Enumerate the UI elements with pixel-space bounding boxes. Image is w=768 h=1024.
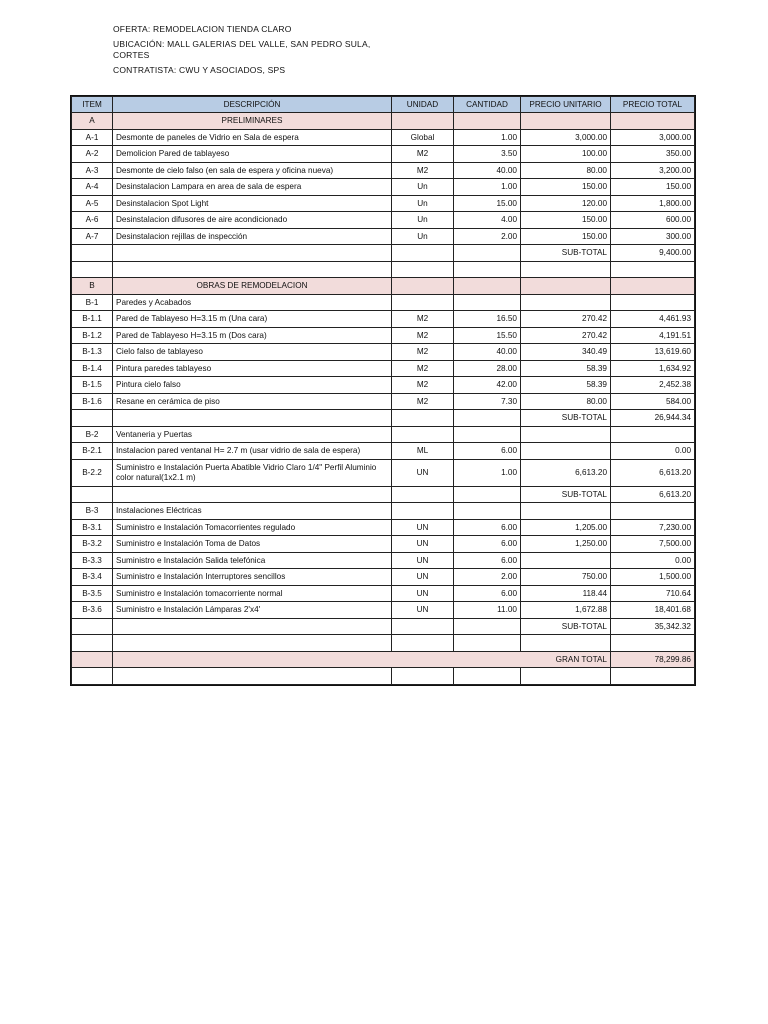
cell-empty bbox=[521, 668, 611, 685]
col-header-description: DESCRIPCIÓN bbox=[113, 97, 392, 113]
cell-total bbox=[611, 503, 695, 520]
table-row bbox=[72, 585, 695, 602]
cell-description: Desinstalacion Spot Light bbox=[113, 195, 392, 212]
cell-description: Pared de Tablayeso H=3.15 m (Dos cara) bbox=[113, 327, 392, 344]
cell-unit-price bbox=[521, 294, 611, 311]
table-row bbox=[72, 377, 695, 394]
cell-unit bbox=[392, 294, 454, 311]
table-row bbox=[72, 212, 695, 229]
table-row bbox=[72, 602, 695, 619]
contractor-line: CONTRATISTA: CWU Y ASOCIADOS, SPS bbox=[113, 65, 286, 75]
cell-item: A-4 bbox=[72, 179, 113, 196]
cell-description: Ventaneria y Puertas bbox=[113, 426, 392, 443]
grand-total-row bbox=[72, 651, 695, 668]
cell-total: 1,500.00 bbox=[611, 569, 695, 586]
cell-unit: M2 bbox=[392, 311, 454, 328]
cell-quantity: 1.00 bbox=[454, 129, 521, 146]
cell-description: Suministro e Instalación Interruptores sencillos bbox=[113, 569, 392, 586]
cell-quantity bbox=[454, 486, 521, 503]
cell-quantity: 1.00 bbox=[454, 459, 521, 486]
cell-item: A-6 bbox=[72, 212, 113, 229]
cell-unit-price bbox=[521, 503, 611, 520]
cell-description: Suministro e Instalación Salida telefónica bbox=[113, 552, 392, 569]
cell-total: 4,461.93 bbox=[611, 311, 695, 328]
cell-empty bbox=[454, 635, 521, 652]
cell-item: B-3.4 bbox=[72, 569, 113, 586]
cell-unit-price: 270.42 bbox=[521, 311, 611, 328]
cell-unit-price: 80.00 bbox=[521, 162, 611, 179]
cell-unit-price: 100.00 bbox=[521, 146, 611, 163]
blank-row bbox=[72, 668, 695, 685]
subtotal-row bbox=[72, 410, 695, 427]
cell-quantity bbox=[454, 294, 521, 311]
table-row bbox=[72, 179, 695, 196]
cell-unit-price: 750.00 bbox=[521, 569, 611, 586]
table-row bbox=[72, 536, 695, 553]
cell-total: 0.00 bbox=[611, 552, 695, 569]
cell-total: 18,401.68 bbox=[611, 602, 695, 619]
cell-quantity: 15.50 bbox=[454, 327, 521, 344]
table-row bbox=[72, 393, 695, 410]
cell-unit-price bbox=[521, 426, 611, 443]
cell-description: Paredes y Acabados bbox=[113, 294, 392, 311]
cell-unit: M2 bbox=[392, 344, 454, 361]
section-row bbox=[72, 113, 695, 130]
cell-quantity: 11.00 bbox=[454, 602, 521, 619]
cell-item: B bbox=[72, 278, 113, 295]
col-header-total-price: PRECIO TOTAL bbox=[611, 97, 695, 113]
table-row bbox=[72, 519, 695, 536]
cell-item: B-1.5 bbox=[72, 377, 113, 394]
cell-unit: UN bbox=[392, 536, 454, 553]
cell-total: 584.00 bbox=[611, 393, 695, 410]
cell-description bbox=[113, 618, 392, 635]
cell-unit bbox=[392, 278, 454, 295]
cell-description: Demolicion Pared de tablayeso bbox=[113, 146, 392, 163]
cell-item: B-3.5 bbox=[72, 585, 113, 602]
cell-quantity bbox=[454, 410, 521, 427]
cell-description: Desmonte de cielo falso (en sala de espera y oficina nueva) bbox=[113, 162, 392, 179]
cell-unit-price: 1,205.00 bbox=[521, 519, 611, 536]
table-row bbox=[72, 360, 695, 377]
subtotal-row bbox=[72, 486, 695, 503]
table-row bbox=[72, 311, 695, 328]
cell-empty bbox=[611, 668, 695, 685]
col-header-unit: UNIDAD bbox=[392, 97, 454, 113]
table-row bbox=[72, 327, 695, 344]
table-row bbox=[72, 228, 695, 245]
cell-empty bbox=[611, 635, 695, 652]
cell-description: Instalaciones Eléctricas bbox=[113, 503, 392, 520]
cell-description: Suministro e Instalación Lámparas 2'x4' bbox=[113, 602, 392, 619]
subtotal-label: SUB-TOTAL bbox=[521, 410, 611, 427]
cell-empty bbox=[521, 635, 611, 652]
cell-section-title: OBRAS DE REMODELACION bbox=[113, 278, 392, 295]
cell-description: Suministro e Instalación Toma de Datos bbox=[113, 536, 392, 553]
cell-total: 2,452.38 bbox=[611, 377, 695, 394]
cell-item: A-3 bbox=[72, 162, 113, 179]
cell-quantity: 2.00 bbox=[454, 228, 521, 245]
cell-quantity: 2.00 bbox=[454, 569, 521, 586]
cell-item: B-1.2 bbox=[72, 327, 113, 344]
table-row bbox=[72, 146, 695, 163]
table-row bbox=[72, 552, 695, 569]
cell-item bbox=[72, 245, 113, 262]
subtotal-value: 26,944.34 bbox=[611, 410, 695, 427]
cell-unit-price: 58.39 bbox=[521, 377, 611, 394]
cell-total bbox=[611, 113, 695, 130]
cell-unit: UN bbox=[392, 459, 454, 486]
cell-empty bbox=[521, 261, 611, 278]
subtotal-value: 35,342.32 bbox=[611, 618, 695, 635]
subtotal-value: 6,613.20 bbox=[611, 486, 695, 503]
cell-description: Desinstalacion rejillas de inspección bbox=[113, 228, 392, 245]
cell-quantity bbox=[454, 113, 521, 130]
table-row bbox=[72, 195, 695, 212]
cell-quantity: 28.00 bbox=[454, 360, 521, 377]
cell-unit-price: 80.00 bbox=[521, 393, 611, 410]
document-header bbox=[113, 24, 378, 80]
cell-empty bbox=[113, 668, 392, 685]
cell-item bbox=[72, 618, 113, 635]
cell-unit: Un bbox=[392, 228, 454, 245]
offer-title: OFERTA: REMODELACION TIENDA CLARO bbox=[113, 24, 292, 34]
grand-total-value: 78,299.86 bbox=[611, 651, 695, 668]
cell-description: Pintura cielo falso bbox=[113, 377, 392, 394]
section-row bbox=[72, 278, 695, 295]
cell-empty bbox=[72, 635, 113, 652]
cell-quantity: 40.00 bbox=[454, 162, 521, 179]
cell-total: 600.00 bbox=[611, 212, 695, 229]
cell-unit-price: 150.00 bbox=[521, 179, 611, 196]
cell-unit-price: 150.00 bbox=[521, 212, 611, 229]
cell-unit-price: 6,613.20 bbox=[521, 459, 611, 486]
cell-unit: Un bbox=[392, 179, 454, 196]
cell-empty bbox=[113, 635, 392, 652]
table-row bbox=[72, 426, 695, 443]
cell-item: B-3.2 bbox=[72, 536, 113, 553]
cell-section-title: PRELIMINARES bbox=[113, 113, 392, 130]
cell-item: B-2.2 bbox=[72, 459, 113, 486]
cell-total: 1,634.92 bbox=[611, 360, 695, 377]
cell-description: Desinstalacion difusores de aire acondicionado bbox=[113, 212, 392, 229]
cell-item: B-1 bbox=[72, 294, 113, 311]
cell-total: 3,000.00 bbox=[611, 129, 695, 146]
cell-item: B-3.3 bbox=[72, 552, 113, 569]
cell-description: Suministro e Instalación Puerta Abatible Vidrio Claro 1/4" Perfil Aluminio color natural(1x2.1 m) bbox=[113, 459, 392, 486]
cell-empty bbox=[611, 261, 695, 278]
cell-unit: UN bbox=[392, 519, 454, 536]
location-line: UBICACIÓN: MALL GALERIAS DEL VALLE, SAN PEDRO SULA, CORTES bbox=[113, 39, 371, 60]
cell-unit bbox=[392, 618, 454, 635]
cell-item: B-2 bbox=[72, 426, 113, 443]
cell-quantity: 40.00 bbox=[454, 344, 521, 361]
cell-unit: Un bbox=[392, 212, 454, 229]
cell-unit: M2 bbox=[392, 146, 454, 163]
cell-quantity: 15.00 bbox=[454, 195, 521, 212]
cell-unit bbox=[392, 486, 454, 503]
col-header-item: ITEM bbox=[72, 97, 113, 113]
cell-unit-price: 340.49 bbox=[521, 344, 611, 361]
subtotal-label: SUB-TOTAL bbox=[521, 245, 611, 262]
grand-total-label: GRAN TOTAL bbox=[113, 651, 611, 668]
cell-item: B-3 bbox=[72, 503, 113, 520]
table-row bbox=[72, 459, 695, 486]
cell-unit-price: 270.42 bbox=[521, 327, 611, 344]
cell-unit-price bbox=[521, 278, 611, 295]
cell-quantity: 6.00 bbox=[454, 519, 521, 536]
cell-quantity: 6.00 bbox=[454, 443, 521, 460]
cell-quantity: 6.00 bbox=[454, 536, 521, 553]
cell-item bbox=[72, 651, 113, 668]
cell-total: 13,619.60 bbox=[611, 344, 695, 361]
cell-empty bbox=[454, 261, 521, 278]
cell-unit-price: 118.44 bbox=[521, 585, 611, 602]
cell-item: B-3.1 bbox=[72, 519, 113, 536]
cell-total: 7,230.00 bbox=[611, 519, 695, 536]
cell-item: A-7 bbox=[72, 228, 113, 245]
col-header-quantity: CANTIDAD bbox=[454, 97, 521, 113]
cell-description bbox=[113, 410, 392, 427]
table-row bbox=[72, 344, 695, 361]
cell-total: 6,613.20 bbox=[611, 459, 695, 486]
cell-unit bbox=[392, 245, 454, 262]
cell-unit-price: 120.00 bbox=[521, 195, 611, 212]
subtotal-row bbox=[72, 618, 695, 635]
table-row bbox=[72, 569, 695, 586]
cell-total bbox=[611, 294, 695, 311]
cell-empty bbox=[113, 261, 392, 278]
table-header-row bbox=[72, 97, 695, 113]
cell-description: Suministro e Instalación tomacorriente normal bbox=[113, 585, 392, 602]
cell-total bbox=[611, 426, 695, 443]
cell-unit bbox=[392, 113, 454, 130]
cell-unit: UN bbox=[392, 602, 454, 619]
cell-unit: M2 bbox=[392, 327, 454, 344]
cell-unit: UN bbox=[392, 585, 454, 602]
cell-description: Desinstalacion Lampara en area de sala de espera bbox=[113, 179, 392, 196]
cell-item: A-5 bbox=[72, 195, 113, 212]
cell-unit: ML bbox=[392, 443, 454, 460]
cell-quantity: 6.00 bbox=[454, 552, 521, 569]
cell-description: Pared de Tablayeso H=3.15 m (Una cara) bbox=[113, 311, 392, 328]
cell-empty bbox=[392, 635, 454, 652]
cell-description: Cielo falso de tablayeso bbox=[113, 344, 392, 361]
cell-description: Resane en cerámica de piso bbox=[113, 393, 392, 410]
cell-total: 3,200.00 bbox=[611, 162, 695, 179]
cell-total: 0.00 bbox=[611, 443, 695, 460]
cell-unit-price: 3,000.00 bbox=[521, 129, 611, 146]
cell-empty bbox=[392, 668, 454, 685]
cell-unit-price bbox=[521, 552, 611, 569]
cell-quantity bbox=[454, 245, 521, 262]
cell-item: A-1 bbox=[72, 129, 113, 146]
cell-total: 350.00 bbox=[611, 146, 695, 163]
cell-unit: M2 bbox=[392, 377, 454, 394]
cell-total: 150.00 bbox=[611, 179, 695, 196]
subtotal-label: SUB-TOTAL bbox=[521, 486, 611, 503]
cell-quantity bbox=[454, 503, 521, 520]
cell-quantity bbox=[454, 278, 521, 295]
cell-empty bbox=[72, 668, 113, 685]
cell-unit: Un bbox=[392, 195, 454, 212]
cell-total: 710.64 bbox=[611, 585, 695, 602]
table-row bbox=[72, 162, 695, 179]
cell-item bbox=[72, 486, 113, 503]
cell-description: Instalacion pared ventanal H= 2.7 m (usar vidrio de sala de espera) bbox=[113, 443, 392, 460]
cell-description: Pintura paredes tablayeso bbox=[113, 360, 392, 377]
col-header-unit-price: PRECIO UNITARIO bbox=[521, 97, 611, 113]
table-row bbox=[72, 294, 695, 311]
cell-item: B-1.4 bbox=[72, 360, 113, 377]
cell-item: B-3.6 bbox=[72, 602, 113, 619]
cell-item: B-1.1 bbox=[72, 311, 113, 328]
subtotal-label: SUB-TOTAL bbox=[521, 618, 611, 635]
cell-quantity bbox=[454, 618, 521, 635]
cell-unit-price: 58.39 bbox=[521, 360, 611, 377]
cell-item: B-2.1 bbox=[72, 443, 113, 460]
cell-description: Suministro e Instalación Tomacorrientes regulado bbox=[113, 519, 392, 536]
cell-item bbox=[72, 410, 113, 427]
cell-unit: UN bbox=[392, 552, 454, 569]
cell-item: B-1.3 bbox=[72, 344, 113, 361]
cell-unit bbox=[392, 503, 454, 520]
cell-quantity: 1.00 bbox=[454, 179, 521, 196]
cell-unit bbox=[392, 410, 454, 427]
cell-unit: Global bbox=[392, 129, 454, 146]
cell-unit: M2 bbox=[392, 360, 454, 377]
cell-item: A-2 bbox=[72, 146, 113, 163]
cell-description bbox=[113, 486, 392, 503]
cell-total: 1,800.00 bbox=[611, 195, 695, 212]
cell-quantity: 4.00 bbox=[454, 212, 521, 229]
cell-unit: M2 bbox=[392, 393, 454, 410]
table-row bbox=[72, 503, 695, 520]
cell-empty bbox=[72, 261, 113, 278]
cell-description bbox=[113, 245, 392, 262]
cell-unit-price bbox=[521, 113, 611, 130]
cell-description: Desmonte de paneles de Vidrio en Sala de espera bbox=[113, 129, 392, 146]
cell-unit: UN bbox=[392, 569, 454, 586]
subtotal-row bbox=[72, 245, 695, 262]
cell-quantity: 16.50 bbox=[454, 311, 521, 328]
cell-empty bbox=[454, 668, 521, 685]
cell-total bbox=[611, 278, 695, 295]
cell-item: B-1.6 bbox=[72, 393, 113, 410]
cell-unit-price bbox=[521, 443, 611, 460]
cell-quantity bbox=[454, 426, 521, 443]
table-row bbox=[72, 129, 695, 146]
cell-empty bbox=[392, 261, 454, 278]
cell-quantity: 3.50 bbox=[454, 146, 521, 163]
table-body bbox=[72, 113, 695, 685]
blank-row bbox=[72, 261, 695, 278]
budget-table bbox=[71, 96, 695, 685]
blank-row bbox=[72, 635, 695, 652]
cell-unit-price: 1,250.00 bbox=[521, 536, 611, 553]
cell-item: A bbox=[72, 113, 113, 130]
cell-unit-price: 150.00 bbox=[521, 228, 611, 245]
cell-quantity: 6.00 bbox=[454, 585, 521, 602]
cell-unit bbox=[392, 426, 454, 443]
cell-total: 300.00 bbox=[611, 228, 695, 245]
cell-total: 7,500.00 bbox=[611, 536, 695, 553]
table-row bbox=[72, 443, 695, 460]
cell-quantity: 7.30 bbox=[454, 393, 521, 410]
cell-total: 4,191.51 bbox=[611, 327, 695, 344]
cell-unit: M2 bbox=[392, 162, 454, 179]
subtotal-value: 9,400.00 bbox=[611, 245, 695, 262]
cell-unit-price: 1,672.88 bbox=[521, 602, 611, 619]
cell-quantity: 42.00 bbox=[454, 377, 521, 394]
